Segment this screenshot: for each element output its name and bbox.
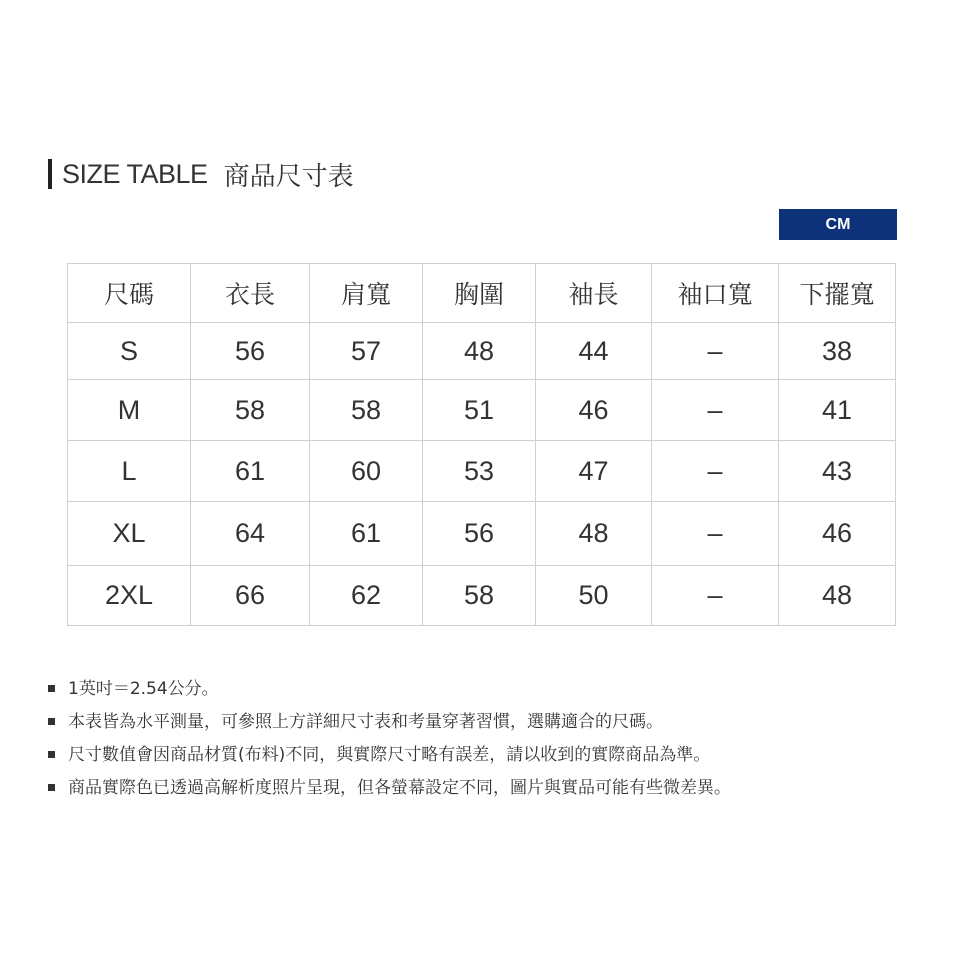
title-chinese: 商品尺寸表 bbox=[223, 161, 354, 192]
table-header-row bbox=[68, 264, 896, 323]
table-cell: 46 bbox=[779, 502, 896, 566]
table-cell: – bbox=[652, 323, 779, 380]
note-text: 尺寸數值會因商品材質(布料)不同，與實際尺寸略有誤差，請以收到的實際商品為準。 bbox=[68, 745, 711, 765]
page-title bbox=[48, 158, 354, 190]
bullet-icon bbox=[48, 685, 55, 692]
table-cell: 38 bbox=[779, 323, 896, 380]
table-cell: 58 bbox=[191, 380, 310, 441]
table-cell: XL bbox=[68, 502, 191, 566]
table-cell: 47 bbox=[536, 441, 652, 502]
list-item bbox=[46, 775, 731, 808]
header-size: 尺碼 bbox=[68, 264, 191, 323]
table-cell: 48 bbox=[423, 323, 536, 380]
table-cell: 58 bbox=[423, 566, 536, 626]
header-chest: 胸圍 bbox=[423, 264, 536, 323]
table-cell: 61 bbox=[310, 502, 423, 566]
header-hem: 下擺寬 bbox=[779, 264, 896, 323]
header-cuff: 袖口寬 bbox=[652, 264, 779, 323]
table-cell: S bbox=[68, 323, 191, 380]
table-cell: 2XL bbox=[68, 566, 191, 626]
table-cell: 56 bbox=[423, 502, 536, 566]
header-shoulder: 肩寬 bbox=[310, 264, 423, 323]
header-sleeve: 袖長 bbox=[536, 264, 652, 323]
size-table bbox=[67, 263, 896, 626]
table-cell: 48 bbox=[536, 502, 652, 566]
table-row bbox=[68, 441, 896, 502]
table-cell: 43 bbox=[779, 441, 896, 502]
note-text: 本表皆為水平測量，可參照上方詳細尺寸表和考量穿著習慣，選購適合的尺碼。 bbox=[68, 712, 663, 732]
table-cell: 46 bbox=[536, 380, 652, 441]
bullet-icon bbox=[48, 751, 55, 758]
table-cell: 60 bbox=[310, 441, 423, 502]
table-cell: 50 bbox=[536, 566, 652, 626]
notes-list bbox=[46, 676, 731, 808]
note-text: 商品實際色已透過高解析度照片呈現，但各螢幕設定不同，圖片與實品可能有些微差異。 bbox=[68, 778, 731, 798]
table-cell: 57 bbox=[310, 323, 423, 380]
unit-badge: CM bbox=[779, 209, 897, 240]
bullet-icon bbox=[48, 784, 55, 791]
table-cell: L bbox=[68, 441, 191, 502]
title-english: SIZE TABLE bbox=[62, 158, 208, 189]
table-cell: – bbox=[652, 441, 779, 502]
table-cell: – bbox=[652, 502, 779, 566]
table-cell: 66 bbox=[191, 566, 310, 626]
header-length: 衣長 bbox=[191, 264, 310, 323]
table-row bbox=[68, 323, 896, 380]
table-cell: 56 bbox=[191, 323, 310, 380]
bullet-icon bbox=[48, 718, 55, 725]
table-cell: 62 bbox=[310, 566, 423, 626]
table-cell: 51 bbox=[423, 380, 536, 441]
table-cell: – bbox=[652, 566, 779, 626]
table-cell: – bbox=[652, 380, 779, 441]
table-cell: 64 bbox=[191, 502, 310, 566]
table-cell: 48 bbox=[779, 566, 896, 626]
list-item bbox=[46, 742, 731, 775]
list-item bbox=[46, 709, 731, 742]
title-accent-bar bbox=[48, 159, 52, 189]
table-cell: 41 bbox=[779, 380, 896, 441]
table-cell: M bbox=[68, 380, 191, 441]
note-text: 1英吋＝2.54公分。 bbox=[68, 679, 219, 699]
list-item bbox=[46, 676, 731, 709]
table-cell: 58 bbox=[310, 380, 423, 441]
table-row bbox=[68, 502, 896, 566]
table-cell: 53 bbox=[423, 441, 536, 502]
table-cell: 61 bbox=[191, 441, 310, 502]
table-row bbox=[68, 380, 896, 441]
table-row bbox=[68, 566, 896, 626]
table-cell: 44 bbox=[536, 323, 652, 380]
